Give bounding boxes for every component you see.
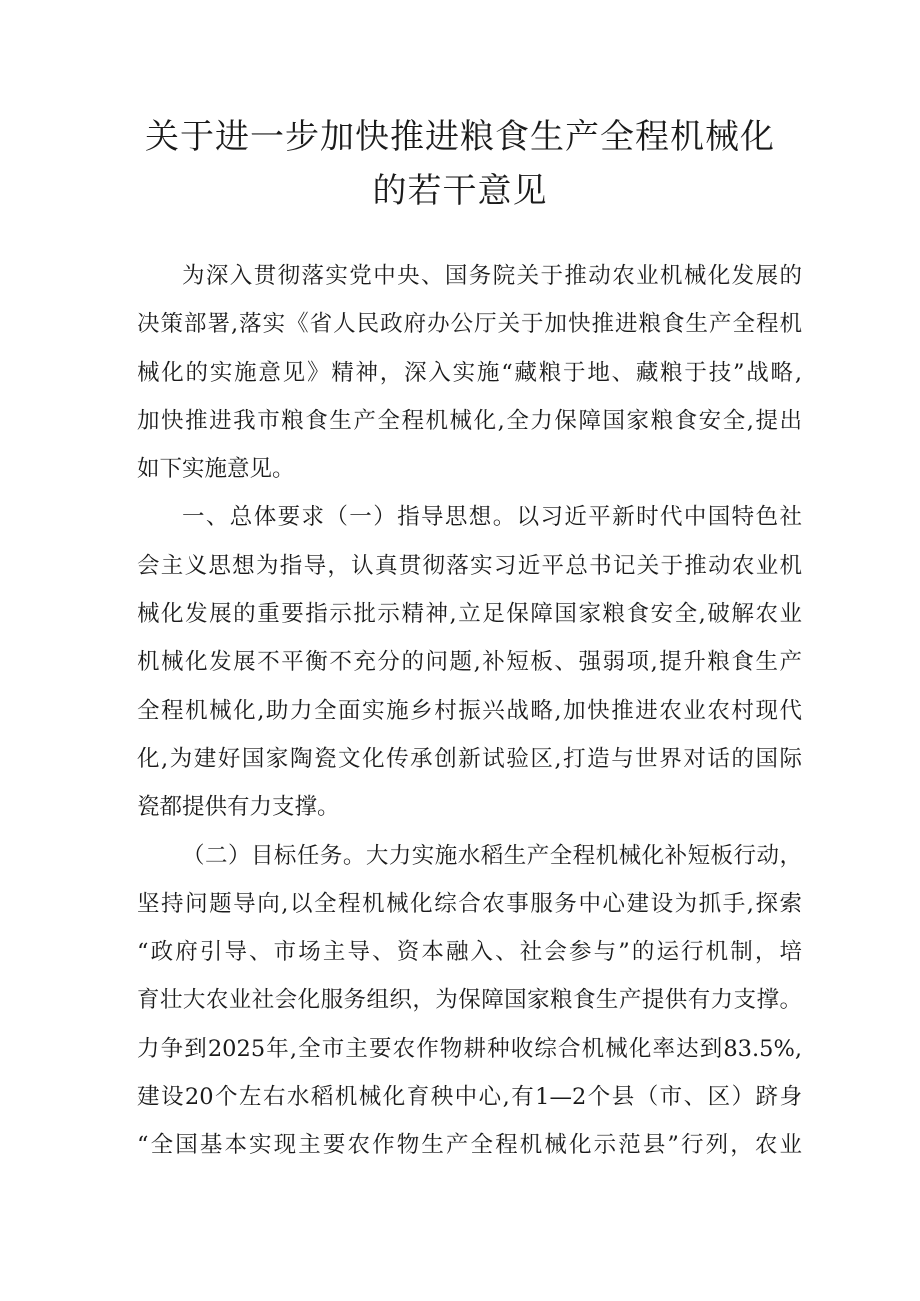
- paragraph-line: 全程机械化,助力全面实施乡村振兴战略,加快推进农业农村现代: [137, 697, 802, 724]
- paragraph-line: 会主义思想为指导，认真贯彻落实习近平总书记关于推动农业机: [137, 552, 802, 579]
- title-line-1: 关于进一步加快推进粮食生产全程机械化: [145, 117, 775, 157]
- paragraph-line: 机械化发展不平衡不充分的问题,补短板、强弱项,提升粮食生产: [137, 649, 802, 676]
- paragraph-line: 瓷都提供有力支撑。: [137, 794, 340, 821]
- paragraph-line: （二）目标任务。大力实施水稻生产全程机械化补短板行动，: [182, 842, 802, 869]
- paragraph-line: 加快推进我市粮食生产全程机械化,全力保障国家粮食安全,提出: [137, 407, 802, 434]
- document-body: [137, 252, 802, 1170]
- document-title: [0, 110, 920, 218]
- paragraph-line: 械化发展的重要指示批示精神,立足保障国家粮食安全,破解农业: [137, 601, 802, 628]
- paragraph-line: 如下实施意见。: [137, 456, 295, 483]
- paragraph-line: 化,为建好国家陶瓷文化传承创新试验区,打造与世界对话的国际: [137, 745, 802, 772]
- paragraph-line: “全国基本实现主要农作物生产全程机械化示范县”行列，农业: [137, 1132, 802, 1159]
- paragraph-line: 械化的实施意见》精神，深入实施“藏粮于地、藏粮于技”战略,: [137, 359, 802, 386]
- paragraph-line: 决策部署,落实《省人民政府办公厅关于加快推进粮食生产全程机: [137, 311, 802, 338]
- paragraph-line: 一、总体要求（一）指导思想。以习近平新时代中国特色社: [182, 504, 802, 531]
- paragraph-line: 育壮大农业社会化服务组织，为保障国家粮食生产提供有力支撑。: [137, 987, 802, 1014]
- title-line-2: 的若干意见: [372, 171, 548, 211]
- paragraph-line: “政府引导、市场主导、资本融入、社会参与”的运行机制，培: [137, 939, 802, 966]
- paragraph-line: 为深入贯彻落实党中央、国务院关于推动农业机械化发展的: [182, 263, 802, 289]
- paragraph-line: 力争到2025年,全市主要农作物耕种收综合机械化率达到83.5%,: [137, 1035, 802, 1062]
- paragraph-line: 坚持问题导向,以全程机械化综合农事服务中心建设为抓手,探索: [137, 890, 802, 917]
- paragraph-line: 建设20个左右水稻机械化育秧中心,有1—2个县（市、区）跻身: [137, 1084, 802, 1111]
